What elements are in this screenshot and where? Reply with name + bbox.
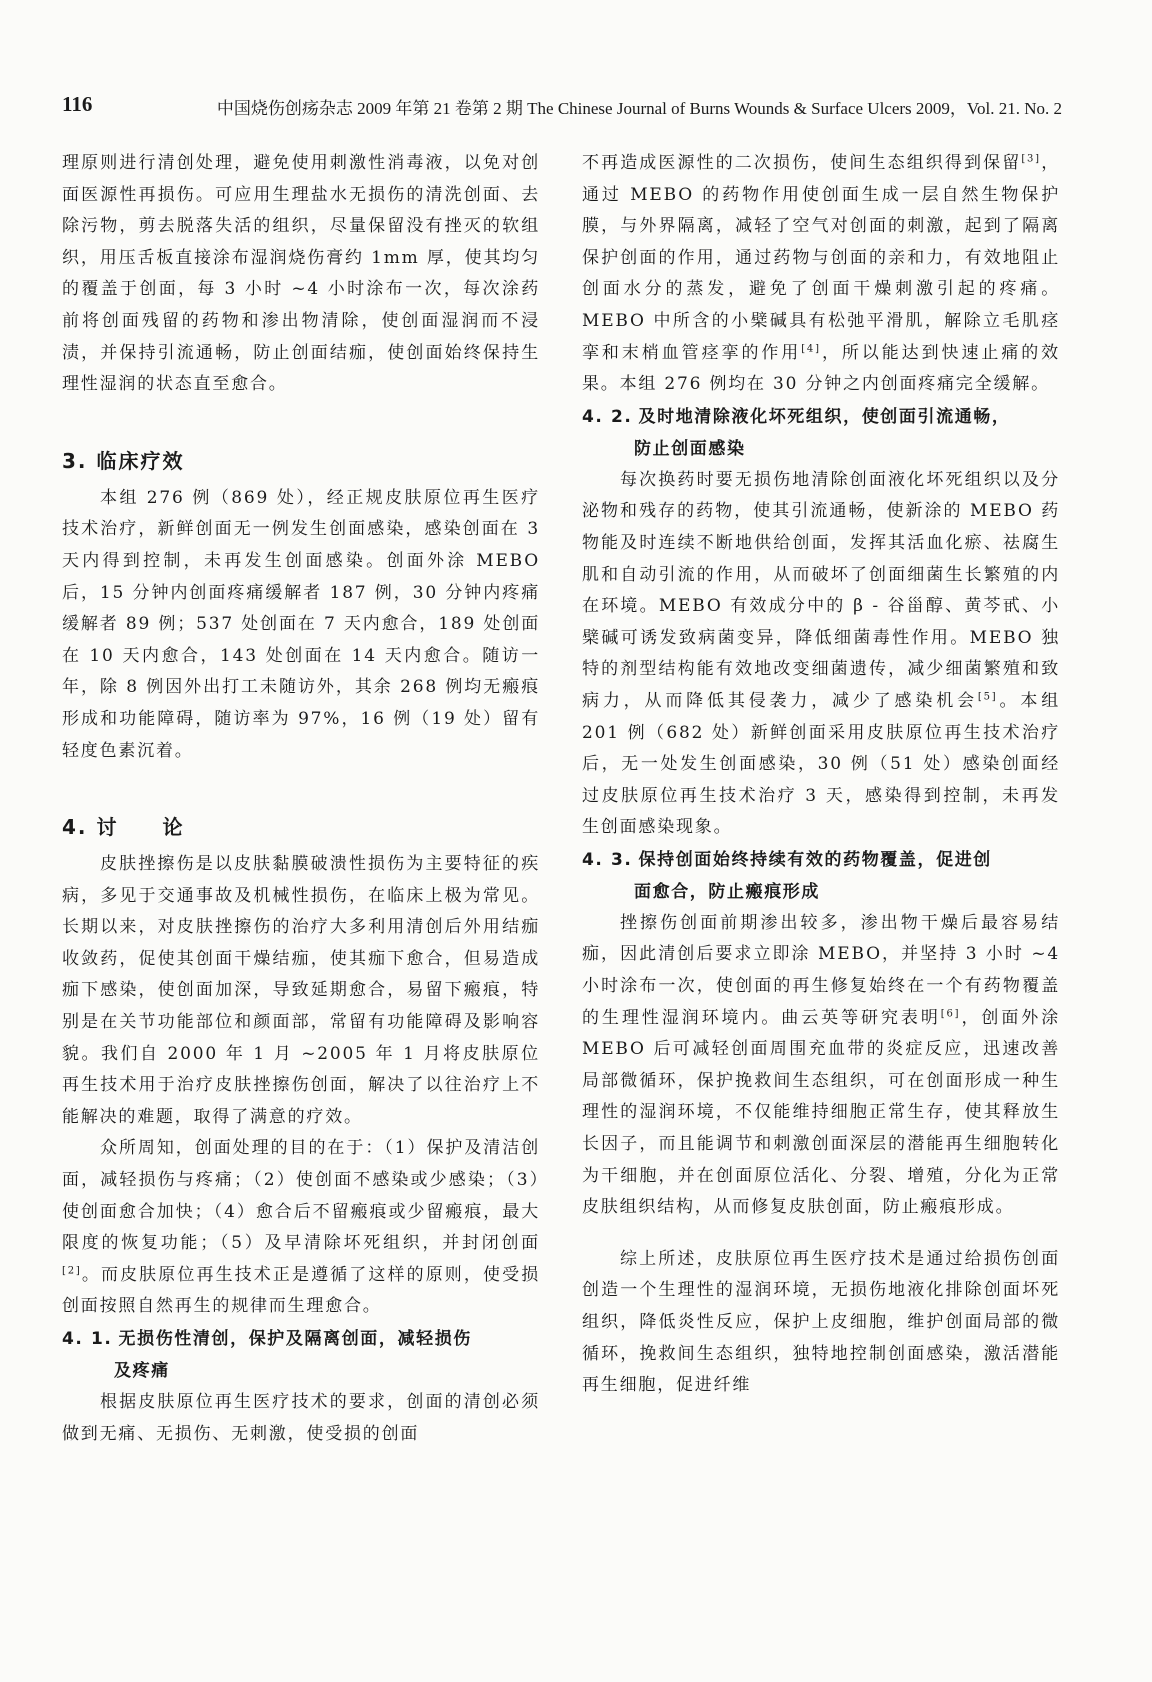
citation-ref: [2] bbox=[62, 1265, 82, 1277]
spacer bbox=[62, 767, 540, 787]
section-heading-3: 3. 临床疗效 bbox=[62, 448, 185, 473]
paragraph-continued bbox=[582, 148, 1060, 401]
citation-ref: [5] bbox=[977, 691, 998, 703]
citation-ref: [4] bbox=[801, 342, 821, 354]
paragraph-text: ，所以能达到快速止痛的效果。本组 276 例均在 30 分钟之内创面疼痛完全缓解。 bbox=[582, 342, 1060, 395]
subsection-heading-4-3 bbox=[582, 844, 1060, 876]
page-header bbox=[62, 92, 1062, 120]
subsection-heading-4-3-cont: 面愈合，防止瘢痕形成 bbox=[634, 881, 820, 902]
subsection-title: 保持创面始终持续有效的药物覆盖，促进创 bbox=[638, 849, 992, 870]
paragraph-discussion-2 bbox=[62, 1133, 540, 1323]
paragraph-summary: 综上所述，皮肤原位再生医疗技术是通过给损伤创面创造一个生理性的湿润环境，无损伤地液化排除创面坏死组织，降低炎性反应，保护上皮细胞，维护创面局部的微循环，挽救间生态组织，独特地控制创面感染，激活潜能再生细胞，促进纤维 bbox=[582, 1248, 1060, 1396]
subsection-title: 及时地清除液化坏死组织，使创面引流通畅， bbox=[638, 406, 1011, 427]
paragraph-results: 本组 276 例（869 处），经正规皮肤原位再生医疗技术治疗，新鲜创面无一例发生创面感染，感染创面在 3 天内得到控制，未再发生创面感染。创面外涂 MEBO 后，15 分钟内创面疼痛缓解者 187 例，30 分钟内疼痛缓解者 89 例；537 处创面在 7 天内愈合，189 处创面在 10 天内愈合，143 处创面在 14 天内愈合。随访一年，除 8 例因外出打工未随访外，其余 268 例均无瘢痕形成和功能障碍，随访率为 97%，16 例（19 处）留有轻度色素沉着。 bbox=[62, 487, 540, 761]
paragraph-intro: 理原则进行清创处理，避免使用刺激性消毒液，以免对创面医源性再损伤。可应用生理盐水无损伤的清洗创面、去除污物，剪去脱落失活的组织，尽量保留没有挫灭的软组织，用压舌板直接涂布湿润烧伤膏约 1mm 厚，使其均匀的覆盖于创面，每 3 小时 ~4 小时涂布一次，每次涂药前将创面残留的药物和渗出物清除，使创面湿润而不浸渍，并保持引流通畅，防止创面结痂，使创面始终保持生理性湿润的状态直至愈合。 bbox=[62, 153, 540, 395]
paragraph-text: 众所周知，创面处理的目的在于：（1）保护及清洁创面，减轻损伤与疼痛；（2）使创面不感染或少感染；（3）使创面愈合加快；（4）愈合后不留瘢痕或少留瘢痕，最大限度的恢复功能；（5）及早清除坏死组织，并封闭创面 bbox=[62, 1138, 540, 1254]
section-heading-4: 4. 讨 论 bbox=[62, 815, 185, 840]
paragraph-text: 。本组 201 例（682 处）新鲜创面采用皮肤原位再生技术治疗后，无一处发生创面感染，30 例（51 处）感染创面经过皮肤原位再生技术治疗 3 天，感染得到控制，未再发生创面感染现象。 bbox=[582, 690, 1060, 838]
subsection-number: 4. 2. bbox=[582, 406, 633, 427]
article-body bbox=[62, 148, 1062, 1648]
subsection-number: 4. 1. bbox=[62, 1329, 113, 1349]
citation-ref: [3] bbox=[1021, 153, 1041, 165]
subsection-heading-4-2 bbox=[582, 401, 1060, 433]
paragraph-text: 每次换药时要无损伤地清除创面液化坏死组织以及分泌物和残存的药物，使其引流通畅，使新涂的 MEBO 药物能及时连续不断地供给创面，发挥其活血化瘀、祛腐生肌和自动引流的作用，从而破坏了创面细菌生长繁殖的内在环境。MEBO 有效成分中的 β - 谷甾醇、黄芩甙、小檗碱可诱发致病菌变异，降低细菌毒性作用。MEBO 独特的剂型结构能有效地改变细菌遗传，减少细菌繁殖和致病力，从而降低其侵袭力，减少了感染机会 bbox=[582, 469, 1060, 711]
running-head: 中国烧伤创疡杂志 2009 年第 21 卷第 2 期 The Chinese Journal of Burns Wounds & Surface Ulcers 2009，Vol. 21. No. 2 bbox=[216, 99, 1062, 118]
paragraph-text: 。而皮肤原位再生技术正是遵循了这样的原则，使受损创面按照自然再生的规律而生理愈合。 bbox=[62, 1264, 540, 1317]
paragraph-4-1: 根据皮肤原位再生医疗技术的要求，创面的清创必须做到无痛、无损伤、无刺激，使受损的创面 bbox=[62, 1392, 540, 1444]
subsection-title: 无损伤性清创，保护及隔离创面，减轻损伤 bbox=[118, 1329, 472, 1349]
paragraph-text: 不再造成医源性的二次损伤，使间生态组织得到保留 bbox=[582, 153, 1022, 173]
spacer bbox=[582, 1224, 1060, 1244]
subsection-number: 4. 3. bbox=[582, 849, 633, 870]
paragraph-text: ，创面外涂 MEBO 后可减轻创面周围充血带的炎症反应，迅速改善局部微循环，保护挽救间生态组织，可在创面形成一种生理性的湿润环境，不仅能维持细胞正常生存，使其释放生长因子，而且能调节和刺激创面深层的潜能再生细胞转化为干细胞，并在创面原位活化、分裂、增殖，分化为正常皮肤组织结构，从而修复皮肤创面，防止瘢痕形成。 bbox=[582, 1007, 1060, 1218]
subsection-heading-4-1-cont: 及疼痛 bbox=[114, 1361, 170, 1381]
subsection-heading-4-2-cont: 防止创面感染 bbox=[634, 438, 746, 459]
citation-ref: [6] bbox=[940, 1008, 961, 1019]
spacer bbox=[62, 401, 540, 421]
subsection-heading-4-1 bbox=[62, 1323, 540, 1355]
paragraph-discussion-1: 皮肤挫擦伤是以皮肤黏膜破溃性损伤为主要特征的疾病，多见于交通事故及机械性损伤，在临床上极为常见。长期以来，对皮肤挫擦伤的治疗大多利用清创后外用结痂收敛药，促使其创面干燥结痂，使其痂下愈合，但易造成痂下感染，使创面加深，导致延期愈合，易留下瘢痕，特别是在关节功能部位和颜面部，常留有功能障碍及影响容貌。我们自 2000 年 1 月 ~2005 年 1 月将皮肤原位再生技术用于治疗皮肤挫擦伤创面，解决了以往治疗上不能解决的难题，取得了满意的疗效。 bbox=[62, 854, 540, 1127]
left-column bbox=[62, 148, 540, 1450]
right-column bbox=[582, 148, 1060, 1402]
paragraph-4-3 bbox=[582, 908, 1060, 1224]
page-number: 116 bbox=[62, 92, 93, 116]
paragraph-text: 挫擦伤创面前期渗出较多，渗出物干燥后最容易结痂，因此清创后要求立即涂 MEBO，并坚持 3 小时 ~4 小时涂布一次，使创面的再生修复始终在一个有药物覆盖的生理性湿润环境内。曲云英等研究表明 bbox=[582, 912, 1060, 1028]
paragraph-text: ，通过 MEBO 的药物作用使创面生成一层自然生物保护膜，与外界隔离，减轻了空气对创面的刺激，起到了隔离保护创面的作用，通过药物与创面的亲和力，有效地阻止创面水分的蒸发，避免了创面干燥刺激引起的疼痛。MEBO 中所含的小檗碱具有松弛平滑肌，解除立毛肌痉挛和末梢血管痉挛的作用 bbox=[582, 153, 1060, 363]
paragraph-4-2 bbox=[582, 465, 1060, 844]
